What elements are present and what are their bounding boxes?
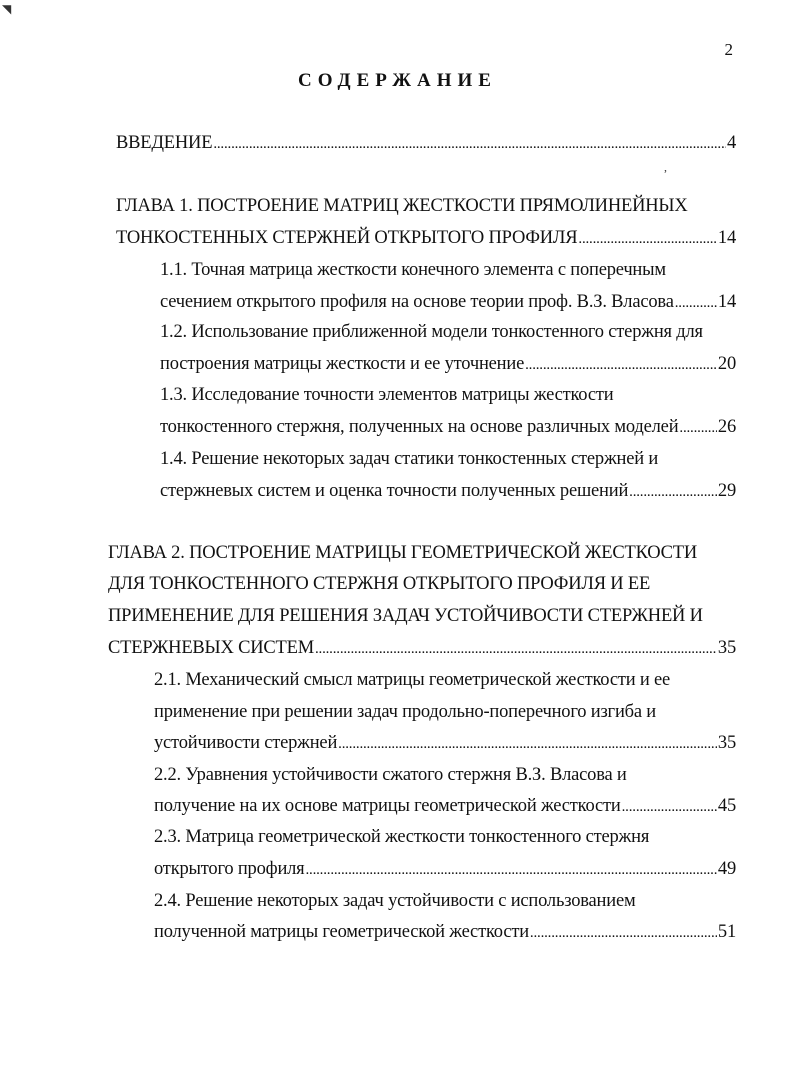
- toc-entry-text: ГЛАВА 2. ПОСТРОЕНИЕ МАТРИЦЫ ГЕОМЕТРИЧЕСКОЙ ЖЕСТКОСТИ: [108, 543, 698, 563]
- toc-entry-text: 2.4. Решение некоторых задач устойчивости с использованием: [154, 891, 636, 911]
- toc-page-number: 35: [717, 733, 736, 753]
- toc-entry-text: ПРИМЕНЕНИЕ ДЛЯ РЕШЕНИЯ ЗАДАЧ УСТОЙЧИВОСТИ СТЕРЖНЕЙ И: [108, 606, 703, 626]
- leader-dots: [213, 136, 726, 153]
- toc-page-number: 20: [717, 354, 736, 374]
- toc-entry-text: 1.4. Решение некоторых задач статики тонкостенных стержней и: [160, 449, 659, 469]
- leader-dots: [679, 420, 716, 437]
- toc-page-number: 45: [717, 796, 736, 816]
- leader-dots: [305, 862, 716, 879]
- toc-section-1-4-line1[interactable]: [160, 449, 736, 470]
- toc-entry-text: построения матрицы жесткости и ее уточнение: [160, 354, 525, 374]
- toc-chapter2-line3[interactable]: [108, 606, 736, 627]
- toc-section-1-3-line1[interactable]: [160, 385, 736, 406]
- toc-entry-text: тонкостенного стержня, полученных на основе различных моделей: [160, 417, 679, 437]
- leader-dots: [338, 736, 717, 753]
- scan-mark: ◥: [2, 2, 12, 16]
- toc-entry-text: ВВЕДЕНИЕ: [116, 133, 213, 153]
- toc-page-number: 49: [717, 859, 736, 879]
- scan-mark: ,: [664, 160, 667, 174]
- toc-page-number: 26: [717, 417, 736, 437]
- toc-chapter2-line2[interactable]: [108, 574, 736, 595]
- toc-chapter2-line4[interactable]: [108, 638, 736, 659]
- toc-entry-text: ДЛЯ ТОНКОСТЕННОГО СТЕРЖНЯ ОТКРЫТОГО ПРОФИЛЯ И ЕЕ: [108, 574, 651, 594]
- toc-section-2-4-line1[interactable]: [154, 891, 736, 912]
- toc-entry-text: 2.1. Механический смысл матрицы геометрической жесткости и ее: [154, 670, 670, 690]
- toc-entry-intro[interactable]: [116, 133, 736, 154]
- toc-entry-text: 2.2. Уравнения устойчивости сжатого стержня В.З. Власова и: [154, 765, 627, 785]
- toc-section-2-1-line3[interactable]: [154, 733, 736, 754]
- toc-entry-text: СТЕРЖНЕВЫХ СИСТЕМ: [108, 638, 314, 658]
- leader-dots: [525, 357, 717, 374]
- toc-section-1-3-line2[interactable]: [160, 417, 736, 438]
- toc-section-2-3-line1[interactable]: [154, 827, 736, 848]
- toc-page-number: 51: [717, 922, 736, 942]
- leader-dots: [315, 641, 717, 658]
- leader-dots: [578, 231, 716, 248]
- toc-chapter2-line1[interactable]: [108, 543, 736, 564]
- toc-chapter1-line2[interactable]: [116, 228, 736, 249]
- toc-entry-text: устойчивости стержней: [154, 733, 338, 753]
- toc-entry-text: 1.2. Использование приближенной модели тонкостенного стержня для: [160, 322, 703, 342]
- toc-section-1-1-line2[interactable]: [160, 292, 736, 313]
- toc-section-2-1-line1[interactable]: [154, 670, 736, 691]
- toc-section-1-1-line1[interactable]: [160, 260, 736, 281]
- toc-entry-text: стержневых систем и оценка точности полученных решений: [160, 481, 629, 501]
- toc-section-2-1-line2[interactable]: [154, 702, 736, 723]
- page-title: СОДЕРЖАНИЕ: [298, 70, 497, 91]
- toc-entry-text: 1.3. Исследование точности элементов матрицы жесткости: [160, 385, 614, 405]
- toc-section-1-2-line1[interactable]: [160, 322, 736, 343]
- toc-entry-text: применение при решении задач продольно-поперечного изгиба и: [154, 702, 656, 722]
- toc-entry-text: ТОНКОСТЕННЫХ СТЕРЖНЕЙ ОТКРЫТОГО ПРОФИЛЯ: [116, 228, 578, 248]
- page-number: 2: [724, 40, 733, 59]
- toc-entry-text: 1.1. Точная матрица жесткости конечного элемента с поперечным: [160, 260, 666, 280]
- toc-section-2-2-line2[interactable]: [154, 796, 736, 817]
- leader-dots: [629, 484, 717, 501]
- toc-entry-text: сечением открытого профиля на основе теории проф. В.З. Власова: [160, 292, 674, 312]
- toc-section-2-4-line2[interactable]: [154, 922, 736, 943]
- toc-page-number: 14: [717, 228, 736, 248]
- toc-page-number: 35: [717, 638, 736, 658]
- leader-dots: [530, 925, 717, 942]
- toc-page-number: 4: [726, 133, 736, 153]
- leader-dots: [675, 295, 717, 312]
- toc-entry-text: открытого профиля: [154, 859, 305, 879]
- toc-chapter1-line1[interactable]: [116, 196, 736, 217]
- toc-section-1-2-line2[interactable]: [160, 354, 736, 375]
- toc-entry-text: получение на их основе матрицы геометрической жесткости: [154, 796, 621, 816]
- toc-section-2-3-line2[interactable]: [154, 859, 736, 880]
- toc-entry-text: ГЛАВА 1. ПОСТРОЕНИЕ МАТРИЦ ЖЕСТКОСТИ ПРЯМОЛИНЕЙНЫХ: [116, 196, 688, 216]
- toc-page-number: 14: [717, 292, 736, 312]
- leader-dots: [622, 799, 717, 816]
- toc-page-number: 29: [717, 481, 736, 501]
- toc-section-2-2-line1[interactable]: [154, 765, 736, 786]
- toc-entry-text: 2.3. Матрица геометрической жесткости тонкостенного стержня: [154, 827, 650, 847]
- toc-entry-text: полученной матрицы геометрической жесткости: [154, 922, 529, 942]
- toc-section-1-4-line2[interactable]: [160, 481, 736, 502]
